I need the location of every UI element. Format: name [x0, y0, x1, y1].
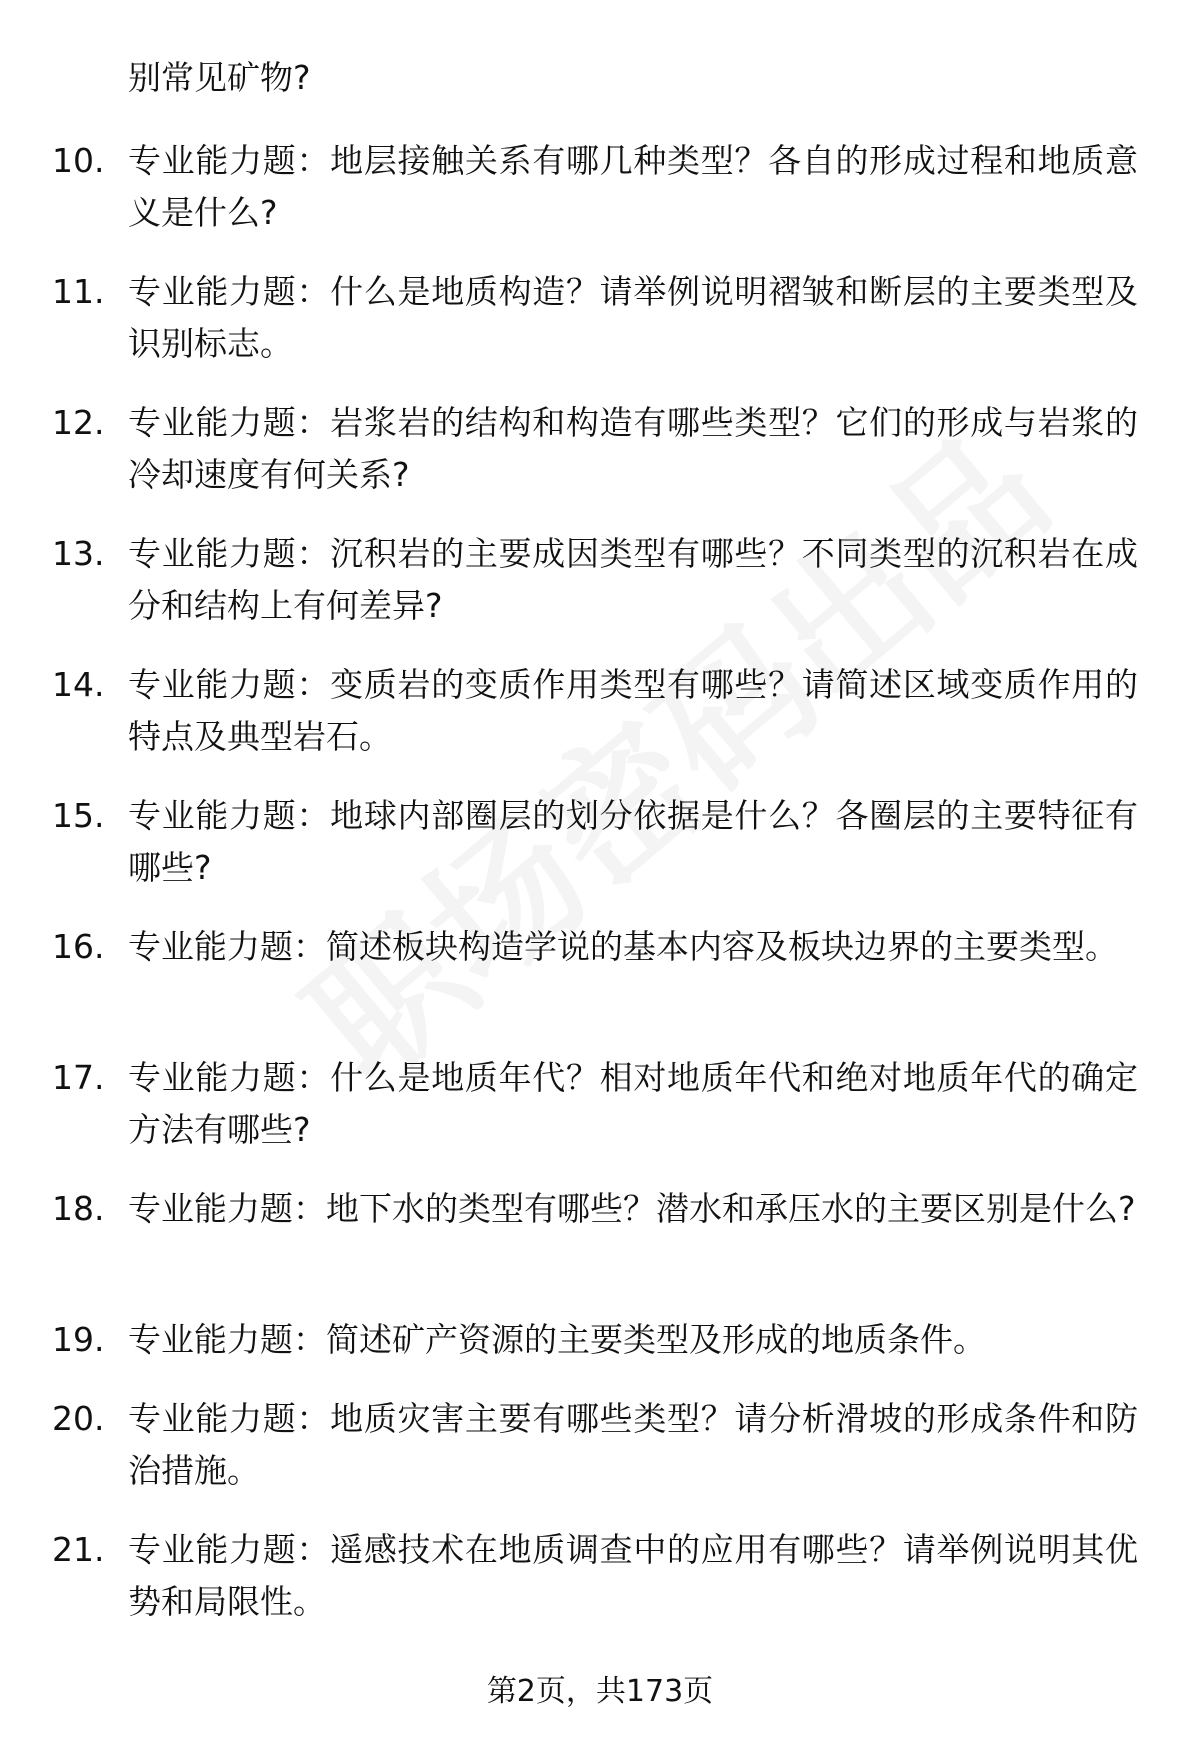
question-item: [0, 1052, 1200, 1183]
page-footer: 第2页，共173页: [486, 1674, 714, 1709]
question-text: 专业能力题：岩浆岩的结构和构造有哪些类型？它们的形成与岩浆的冷却速度有何关系?: [128, 403, 1138, 494]
question-item: [0, 266, 1200, 397]
question-number: 19.: [52, 1320, 105, 1359]
question-item: [0, 1393, 1200, 1524]
question-number: 13.: [52, 534, 105, 573]
continuation-text: 别常见矿物?: [128, 58, 311, 97]
question-text: 专业能力题：地球内部圈层的划分依据是什么？各圈层的主要特征有哪些?: [128, 796, 1138, 887]
question-item: [0, 1314, 1200, 1393]
question-number: 14.: [52, 665, 105, 704]
question-list: [0, 135, 1200, 1655]
question-item: [0, 528, 1200, 659]
question-item: [0, 790, 1200, 921]
question-number: 21.: [52, 1530, 105, 1569]
question-text: 专业能力题：什么是地质年代？相对地质年代和绝对地质年代的确定方法有哪些?: [128, 1058, 1138, 1149]
question-number: 16.: [52, 927, 105, 966]
question-text: 专业能力题：简述矿产资源的主要类型及形成的地质条件。: [128, 1320, 986, 1359]
question-item: [0, 921, 1200, 1052]
question-text: 专业能力题：简述板块构造学说的基本内容及板块边界的主要类型。: [128, 927, 1118, 966]
question-number: 20.: [52, 1399, 105, 1438]
question-item: [0, 659, 1200, 790]
question-text: 专业能力题：地质灾害主要有哪些类型？请分析滑坡的形成条件和防治措施。: [128, 1399, 1138, 1490]
question-text: 专业能力题：沉积岩的主要成因类型有哪些？不同类型的沉积岩在成分和结构上有何差异?: [128, 534, 1138, 625]
question-number: 18.: [52, 1189, 105, 1228]
question-text: 专业能力题：遥感技术在地质调查中的应用有哪些？请举例说明其优势和局限性。: [128, 1530, 1138, 1621]
question-number: 15.: [52, 796, 105, 835]
question-item: [0, 1524, 1200, 1655]
question-text: 专业能力题：地层接触关系有哪几种类型？各自的形成过程和地质意义是什么?: [128, 141, 1138, 232]
question-item: [0, 135, 1200, 266]
question-item: [0, 1183, 1200, 1314]
question-number: 10.: [52, 141, 105, 180]
question-number: 17.: [52, 1058, 105, 1097]
question-text: 专业能力题：地下水的类型有哪些？潜水和承压水的主要区别是什么?: [128, 1189, 1136, 1228]
question-item: [0, 397, 1200, 528]
question-number: 11.: [52, 272, 105, 311]
question-text: 专业能力题：变质岩的变质作用类型有哪些？请简述区域变质作用的特点及典型岩石。: [128, 665, 1138, 756]
question-text: 专业能力题：什么是地质构造？请举例说明褶皱和断层的主要类型及识别标志。: [128, 272, 1138, 363]
question-number: 12.: [52, 403, 105, 442]
